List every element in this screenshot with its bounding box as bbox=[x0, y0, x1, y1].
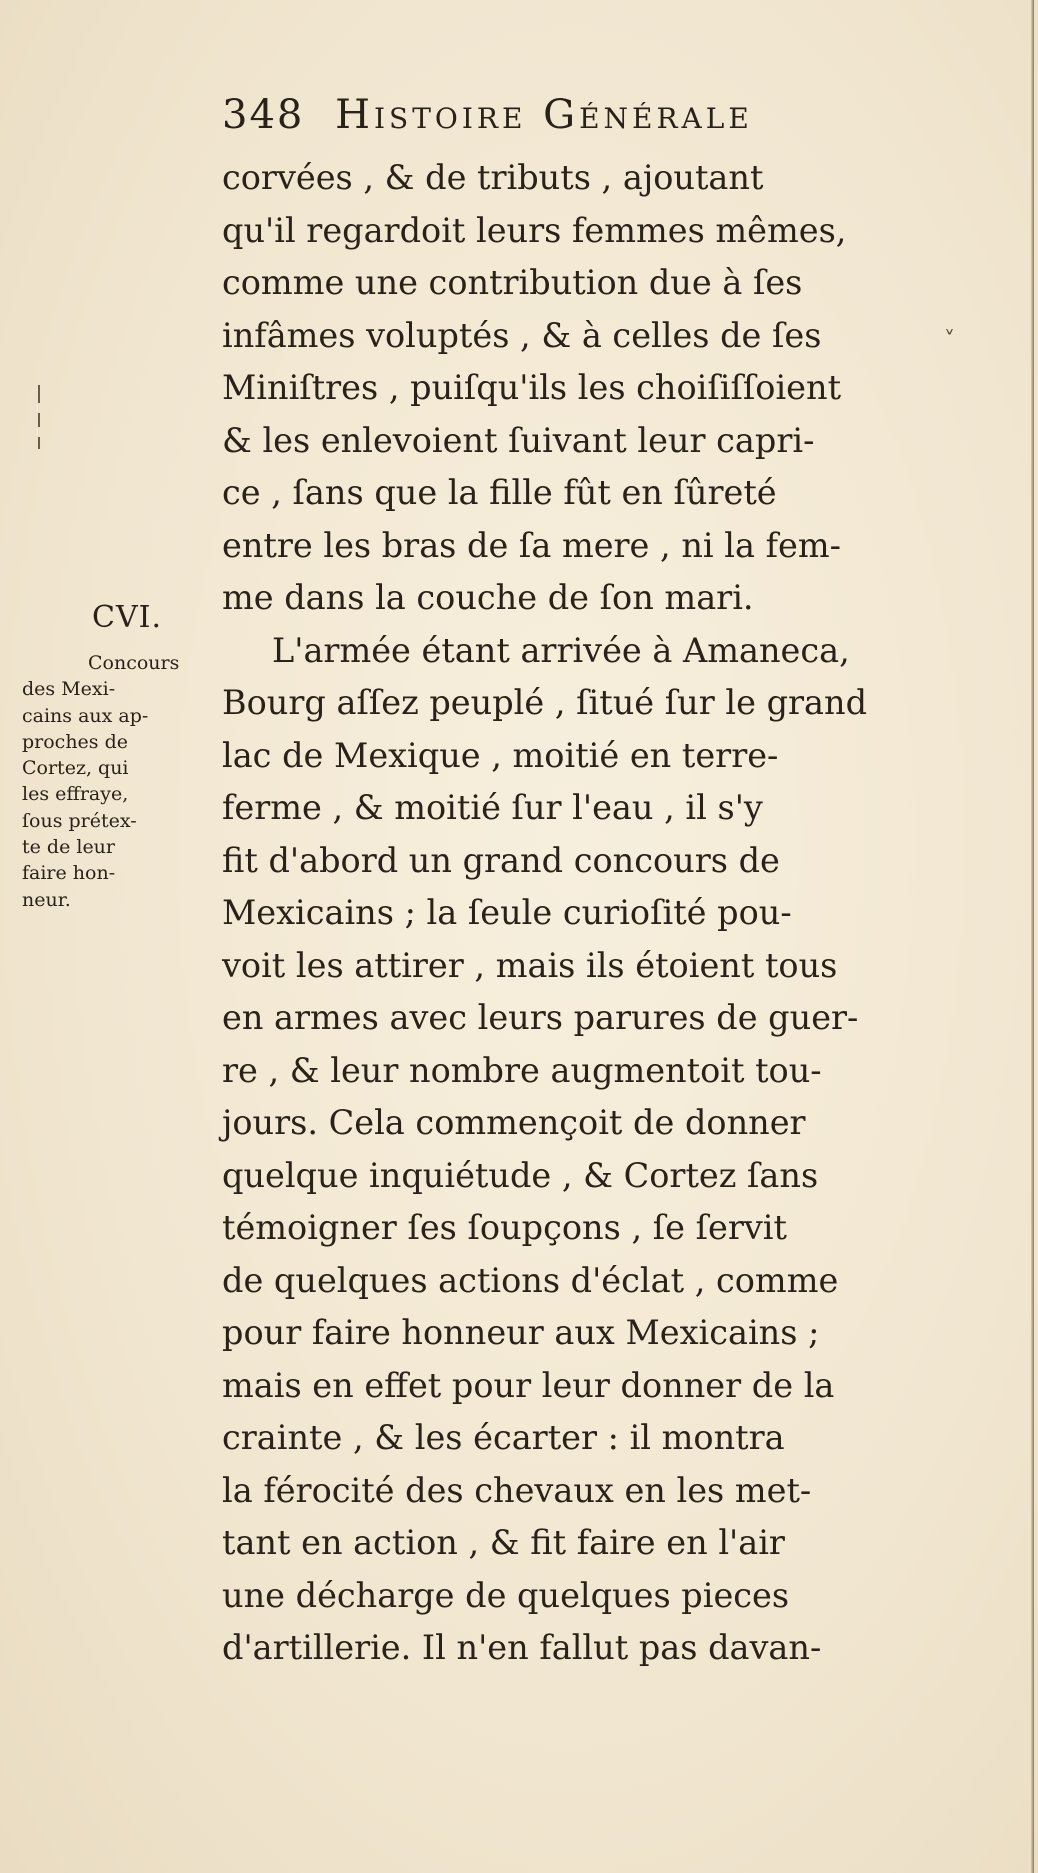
margin-note-line: des Mexi- bbox=[22, 678, 116, 701]
margin-note-line: neur. bbox=[22, 888, 71, 911]
margin-note-line: te de leur bbox=[22, 836, 116, 859]
text-line: d'artillerie. Il n'en fallut pas davan- bbox=[222, 1628, 822, 1667]
text-line: pour faire honneur aux Mexicains ; bbox=[222, 1313, 820, 1352]
text-line: ce , ſans que la fille fût en ſûreté bbox=[222, 473, 777, 512]
margin-check-mark: ˅ bbox=[944, 328, 955, 353]
section-number: CVI. bbox=[92, 600, 163, 635]
running-title: Histoire Générale bbox=[335, 92, 753, 138]
text-line: infâmes voluptés , & à celles de ſes bbox=[222, 315, 822, 355]
text-line: corvées , & de tributs , ajoutant bbox=[222, 158, 764, 197]
text-line: Bourg aſſez peuplé , ſitué ſur le grand bbox=[222, 683, 868, 722]
main-text-block bbox=[222, 152, 922, 1675]
text-line: en armes avec leurs parures de guer- bbox=[222, 998, 859, 1037]
margin-note bbox=[22, 650, 220, 913]
text-line: re , & leur nombre augmentoit tou- bbox=[222, 1050, 822, 1090]
margin-note-line: faire hon- bbox=[22, 862, 116, 885]
text-line: L'armée étant arrivée à Amaneca, bbox=[272, 630, 850, 670]
text-line: quelque inquiétude , & Cortez ſans bbox=[222, 1155, 819, 1195]
text-line: comme une contribution due à ſes bbox=[222, 263, 803, 302]
text-line: la férocité des chevaux en les met- bbox=[222, 1470, 812, 1510]
text-line: qu'il regardoit leurs femmes mêmes, bbox=[222, 210, 847, 250]
margin-note-line: ſous prétex- bbox=[22, 809, 137, 832]
text-line: voit les attirer , mais ils étoient tous bbox=[222, 945, 838, 985]
margin-pencil-marks bbox=[38, 385, 44, 455]
text-line: fit d'abord un grand concours de bbox=[222, 840, 780, 880]
text-line: entre les bras de ſa mere , ni la fem- bbox=[222, 525, 841, 565]
margin-note-line: proches de bbox=[22, 730, 129, 753]
text-line: Mexicains ; la ſeule curioſité pou- bbox=[222, 893, 792, 932]
margin-note-line: Concours bbox=[88, 652, 180, 674]
text-line: crainte , & les écarter : il montra bbox=[222, 1418, 785, 1457]
text-line: tant en action , & fit faire en l'air bbox=[222, 1523, 785, 1562]
text-line: mais en effet pour leur donner de la bbox=[222, 1365, 835, 1405]
page-number: 348 bbox=[222, 92, 305, 138]
running-header bbox=[222, 92, 902, 138]
page-edge bbox=[1031, 0, 1034, 1873]
text-line: ferme , & moitié ſur l'eau , il s'y bbox=[222, 788, 763, 827]
margin-note-line: Cortez, qui bbox=[22, 757, 129, 780]
text-line: de quelques actions d'éclat , comme bbox=[222, 1260, 839, 1300]
text-line: me dans la couche de ſon mari. bbox=[222, 578, 754, 617]
margin-note-line: les effraye, bbox=[22, 783, 129, 806]
text-line: Miniſtres , puiſqu'ils les choiſiſſoient bbox=[222, 368, 842, 407]
text-line: une décharge de quelques pieces bbox=[222, 1575, 790, 1615]
margin-note-line: cains aux ap- bbox=[22, 704, 149, 727]
text-line: & les enlevoient ſuivant leur capri- bbox=[222, 420, 815, 460]
text-line: lac de Mexique , moitié en terre- bbox=[222, 735, 779, 775]
text-line: jours. Cela commençoit de donner bbox=[222, 1103, 806, 1142]
text-line: témoigner ſes ſoupçons , ſe ſervit bbox=[222, 1208, 787, 1247]
